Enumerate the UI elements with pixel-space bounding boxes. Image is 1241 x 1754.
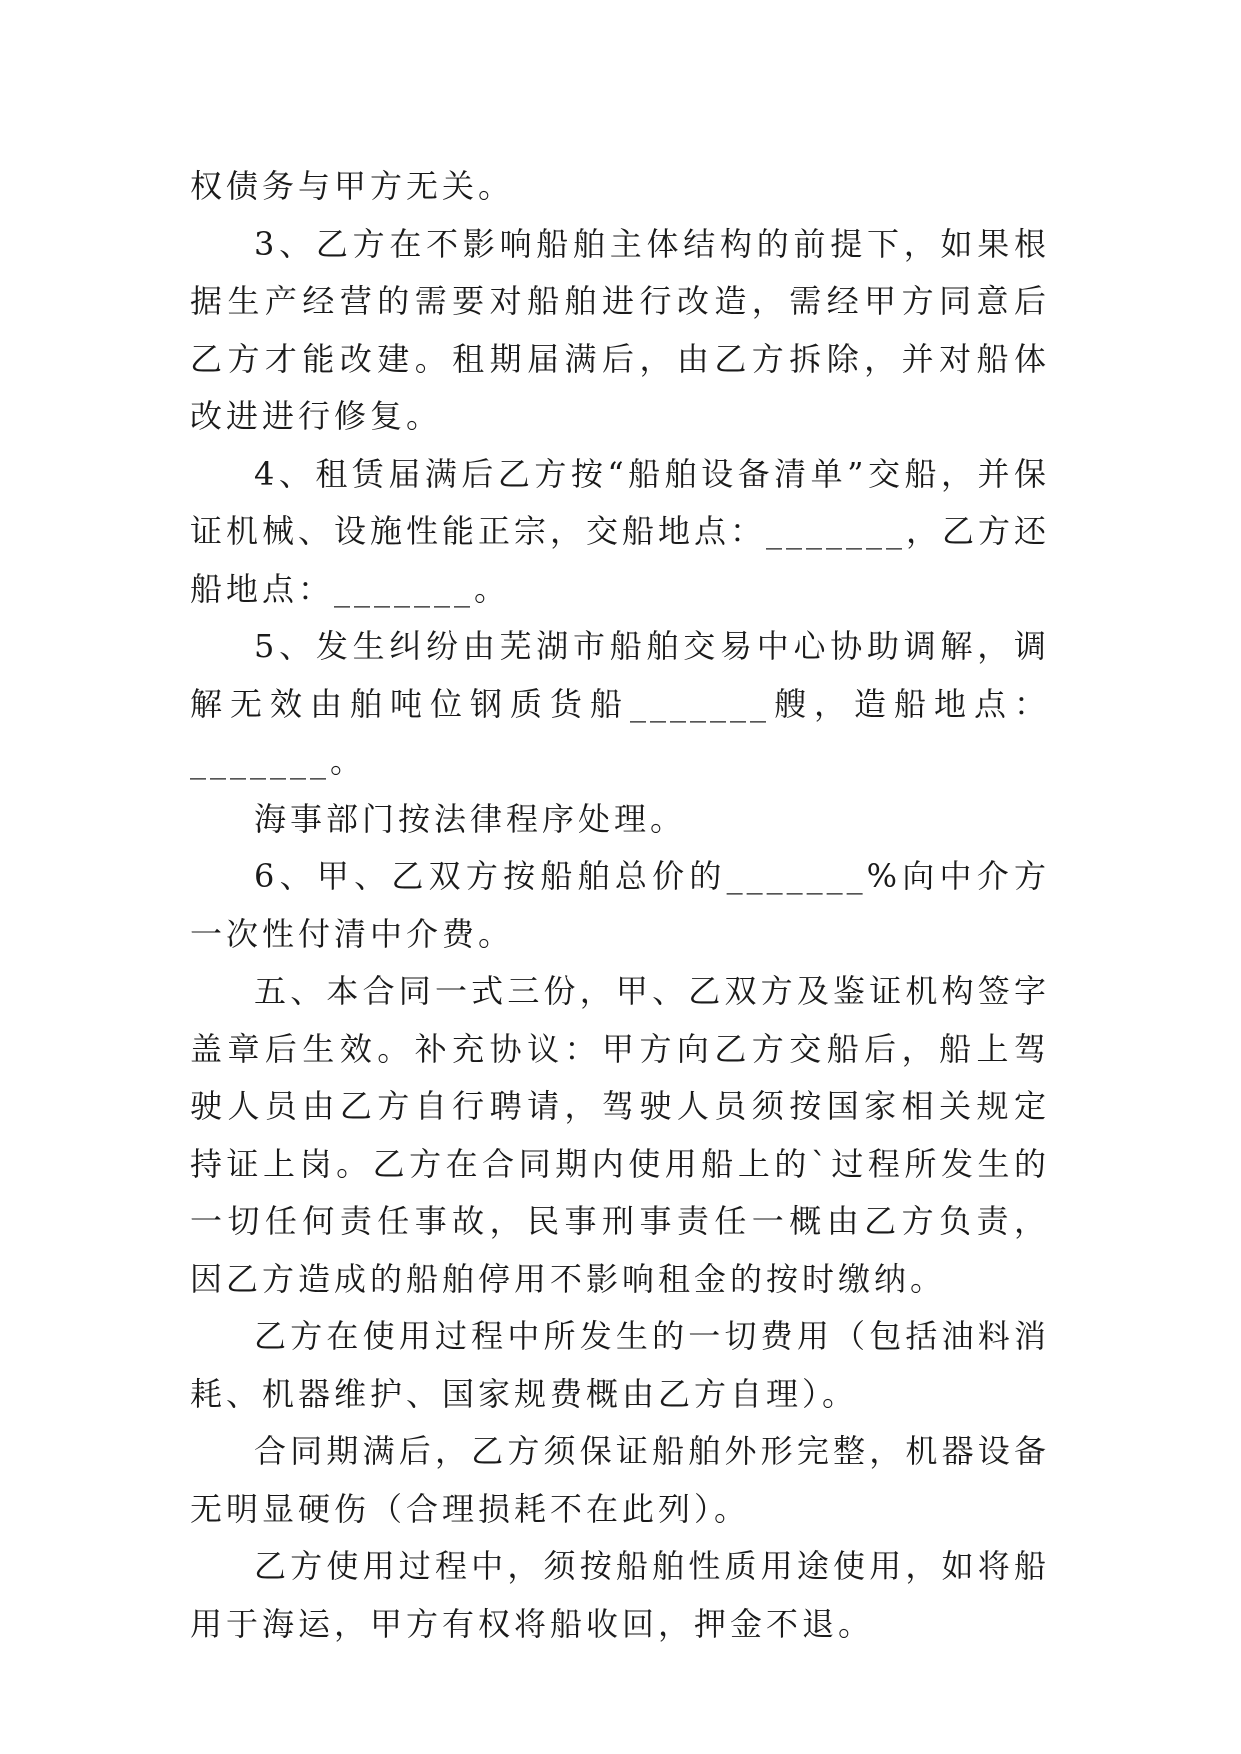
paragraph-expiry: 合同期满后，乙方须保证船舶外形完整，机器设备无明显硬伤（合理损耗不在此列）。	[190, 1432, 1050, 1528]
paragraph-usage: 乙方使用过程中，须按船舶性质用途使用，如将船用于海运，甲方有权将船收回，押金不退。	[190, 1547, 1050, 1643]
paragraph-section-5: 五、本合同一式三份，甲、乙双方及鉴证机构签字盖章后生效。补充协议：甲方向乙方交船后，船上驾驶人员由乙方自行聘请，驾驶人员须按国家相关规定持证上岗。乙方在合同期内使用船上的`过程所发生的一切任何责任事故，民事刑事责任一概由乙方负责，因乙方造成的船舶停用不影响租金的按时缴纳。	[190, 972, 1050, 1298]
paragraph-clause-5: 5、发生纠纷由芜湖市船舶交易中心协助调解，调解无效由舶吨位钢质货船_______艘，造船地点：_______。	[190, 627, 1050, 780]
paragraph-clause-3: 3、乙方在不影响船舶主体结构的前提下，如果根据生产经营的需要对船舶进行改造，需经甲方同意后乙方才能改建。租期届满后，由乙方拆除，并对船体改进进行修复。	[190, 224, 1050, 435]
paragraph-clause-6: 6、甲、乙双方按船舶总价的_______%向中介方一次性付清中介费。	[190, 857, 1050, 953]
document-body	[190, 158, 1050, 1653]
paragraph-maritime: 海事部门按法律程序处理。	[254, 799, 687, 838]
paragraph-clause-4: 4、租赁届满后乙方按“船舶设备清单”交船，并保证机械、设施性能正宗，交船地点：_______，乙方还船地点：_______。	[190, 454, 1051, 608]
paragraph-expenses: 乙方在使用过程中所发生的一切费用（包括油料消耗、机器维护、国家规费概由乙方自理）。	[190, 1317, 1050, 1413]
paragraph-continuation: 权债务与甲方无关。	[190, 167, 515, 205]
